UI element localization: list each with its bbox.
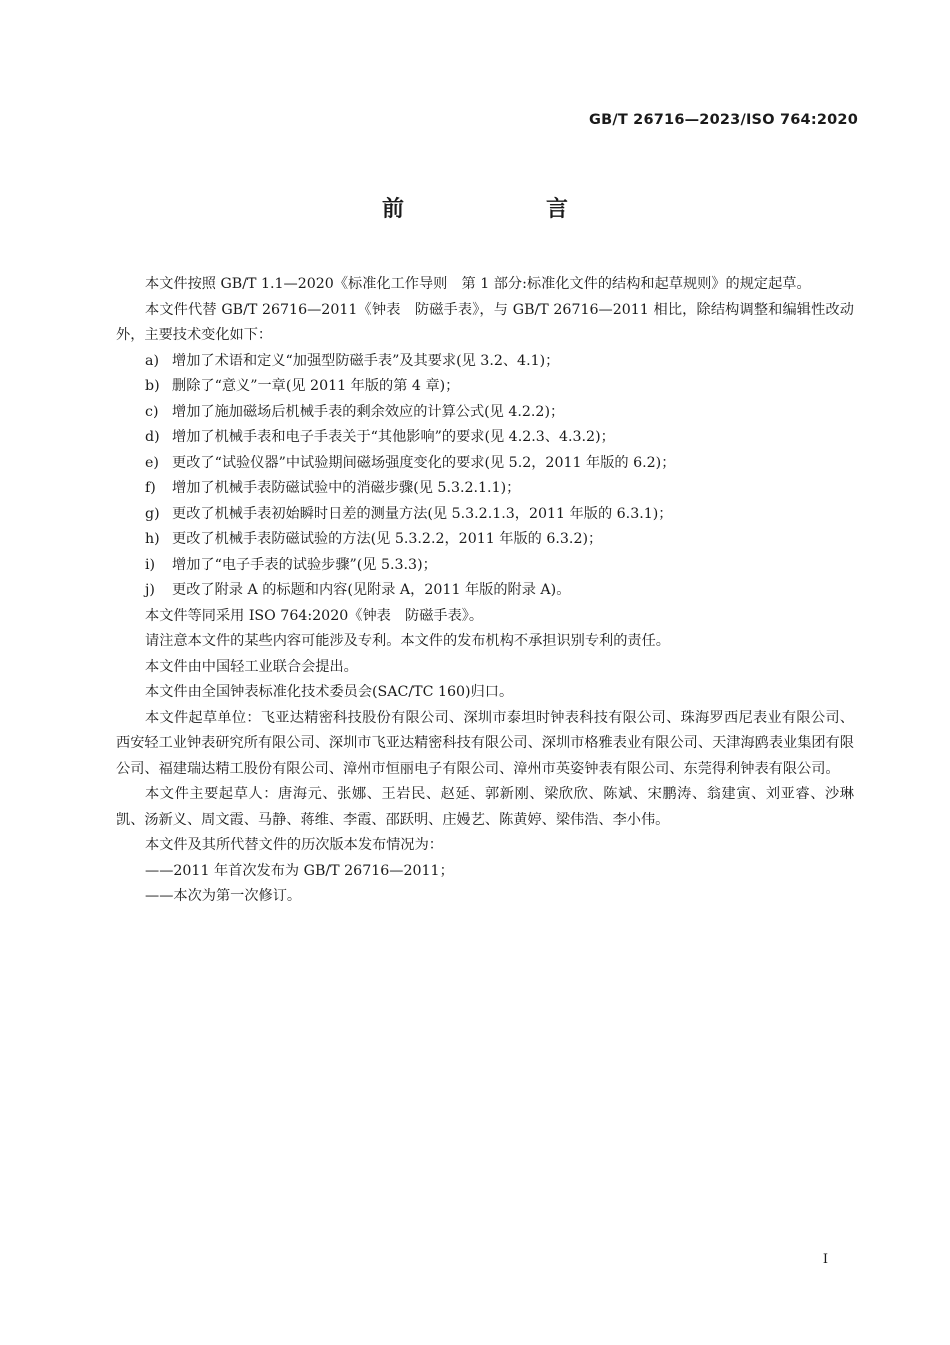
history-intro: 本文件及其所代替文件的历次版本发布情况为：: [145, 837, 443, 853]
body-paragraph: 本文件等同采用 ISO 764:2020《钟表 防磁手表》。: [145, 607, 484, 624]
list-item: [116, 451, 854, 477]
intro-paragraph: 本文件代替 GB/T 26716—2011《钟表 防磁手表》，与 GB/T 26716—2011 相比，除结构调整和编辑性改动外，主要技术变化如下：: [116, 301, 854, 343]
list-marker: a): [145, 352, 159, 369]
list-marker: h): [145, 531, 160, 547]
list-marker: f): [145, 480, 156, 496]
changes-list: [116, 349, 854, 604]
body-paragraph: 本文件由中国轻工业联合会提出。: [145, 658, 358, 675]
list-item: [116, 578, 854, 604]
page-number: I: [822, 1252, 828, 1267]
list-item: [116, 527, 854, 553]
patent-notice: 请注意本文件的某些内容可能涉及专利。本文件的发布机构不承担识别专利的责任。: [145, 633, 670, 649]
list-item: [116, 553, 854, 579]
body-paragraph: 本文件由全国钟表标准化技术委员会(SAC/TC 160)归口。: [145, 684, 514, 700]
drafters: 本文件主要起草人：唐海元、张娜、王岩民、赵延、郭新刚、梁欣欣、陈斌、宋鹏涛、翁建寅、刘亚睿、沙琳凯、汤新义、周文霞、马静、蒋维、李霞、邵跃明、庄嫚艺、陈黄婷、梁伟浩、李小伟。: [116, 786, 854, 828]
list-text: 更改了机械手表防磁试验的方法(见 5.3.2.2，2011 年版的 6.3.2)；: [172, 531, 603, 547]
list-marker: j): [145, 582, 155, 598]
page-title: 前 言: [381, 197, 628, 222]
list-item: [116, 502, 854, 528]
list-text: 增加了机械手表防磁试验中的消磁步骤(见 5.3.2.1.1)；: [172, 480, 521, 496]
drafting-units: 本文件起草单位：飞亚达精密科技股份有限公司、深圳市泰坦时钟表科技有限公司、珠海罗西尼表业有限公司、西安轻工业钟表研究所有限公司、深圳市飞亚达精密科技有限公司、深圳市格雅表业有限公司、天津海鸥表业集团有限公司、福建瑞达精工股份有限公司、漳州市恒丽电子有限公司、漳州市英姿钟表有限公司、东莞得利钟表有限公司。: [116, 709, 854, 777]
list-marker: c): [145, 403, 159, 420]
list-item: [116, 349, 854, 375]
list-marker: g): [145, 505, 160, 522]
list-marker: e): [145, 454, 159, 471]
list-text: 更改了机械手表初始瞬时日差的测量方法(见 5.3.2.1.3，2011 年版的 6.3.1)；: [172, 505, 673, 522]
history-item: ——2011 年首次发布为 GB/T 26716—2011；: [145, 862, 454, 879]
foreword-body: [116, 272, 854, 910]
list-text: 增加了机械手表和电子手表关于“其他影响”的要求(见 4.2.3、4.3.2)；: [172, 429, 615, 445]
list-text: 增加了施加磁场后机械手表的剩余效应的计算公式(见 4.2.2)；: [172, 403, 565, 420]
list-marker: b): [145, 378, 160, 394]
list-item: [116, 476, 854, 502]
intro-paragraph: 本文件按照 GB/T 1.1—2020《标准化工作导则 第 1 部分:标准化文件的结构和起草规则》的规定起草。: [145, 276, 811, 292]
list-text: 增加了术语和定义“加强型防磁手表”及其要求(见 3.2、4.1)；: [172, 352, 560, 369]
list-item: [116, 425, 854, 451]
list-text: 更改了“试验仪器”中试验期间磁场强度变化的要求(见 5.2，2011 年版的 6.2)；: [172, 454, 676, 471]
list-marker: d): [145, 429, 160, 445]
list-text: 增加了“电子手表的试验步骤”(见 5.3.3)；: [172, 556, 437, 573]
list-text: 更改了附录 A 的标题和内容(见附录 A，2011 年版的附录 A)。: [172, 582, 571, 598]
standard-code: GB/T 26716—2023/ISO 764:2020: [588, 112, 858, 128]
list-item: [116, 400, 854, 426]
list-text: 删除了“意义”一章(见 2011 年版的第 4 章)；: [172, 378, 460, 394]
list-item: [116, 374, 854, 400]
list-marker: i): [145, 556, 156, 573]
history-item: ——本次为第一次修订。: [145, 888, 302, 904]
